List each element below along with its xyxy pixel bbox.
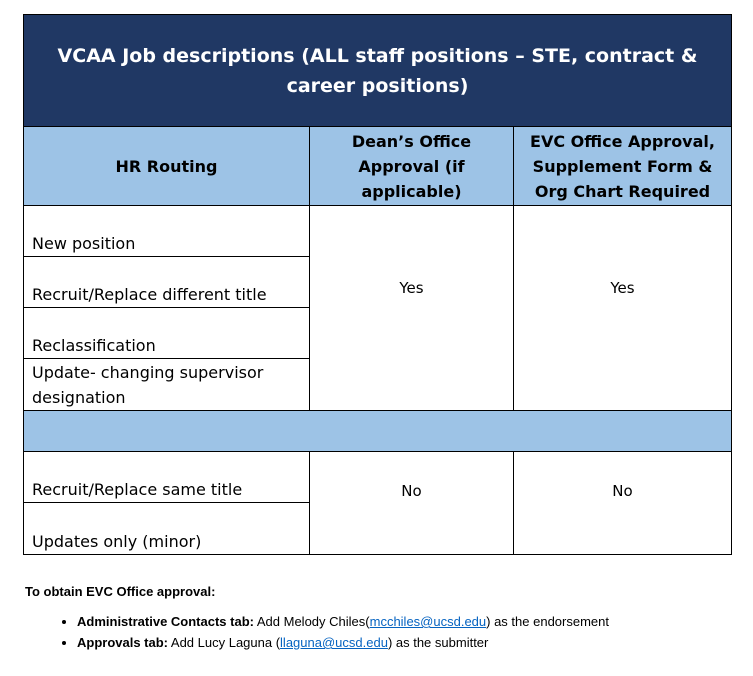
routing-row: Recruit/Replace different title xyxy=(24,257,309,308)
email-link[interactable]: mcchiles@ucsd.edu xyxy=(369,614,487,629)
routing-group-no xyxy=(24,452,731,554)
note-item: • Approvals tab: Add Lucy Laguna (llaguna@ucsd.edu) as the submitter xyxy=(77,634,609,651)
routing-row: Recruit/Replace same title xyxy=(24,452,309,503)
header-hr-routing: HR Routing xyxy=(24,127,310,205)
evc-office-value: Yes xyxy=(610,279,635,297)
routing-row: Update- changing supervisor designation xyxy=(32,362,264,407)
notes-heading: To obtain EVC Office approval: xyxy=(25,584,216,599)
routing-row: New position xyxy=(24,206,309,257)
deans-office-value: Yes xyxy=(310,206,514,410)
separator-band xyxy=(24,411,731,452)
table-header-row xyxy=(24,127,731,206)
routing-row: Reclassification xyxy=(24,308,309,359)
email-link[interactable]: llaguna@ucsd.edu xyxy=(280,635,388,650)
evc-office-value: No xyxy=(612,482,633,500)
routing-group-yes xyxy=(24,206,731,411)
routing-row: Updates only (minor) xyxy=(32,532,202,551)
job-descriptions-table xyxy=(23,14,732,555)
note-item: • Administrative Contacts tab: Add Melody Chiles(mcchiles@ucsd.edu) as the endorsement xyxy=(77,613,609,630)
header-evc-office: EVC Office Approval, Supplement Form & Org Chart Required xyxy=(530,131,715,201)
deans-office-value: No xyxy=(310,452,514,554)
table-title: VCAA Job descriptions (ALL staff positions – STE, contract & career positions) xyxy=(24,15,731,127)
evc-approval-notes xyxy=(25,584,609,655)
header-deans-office: Dean’s Office Approval (if applicable) xyxy=(310,127,514,205)
